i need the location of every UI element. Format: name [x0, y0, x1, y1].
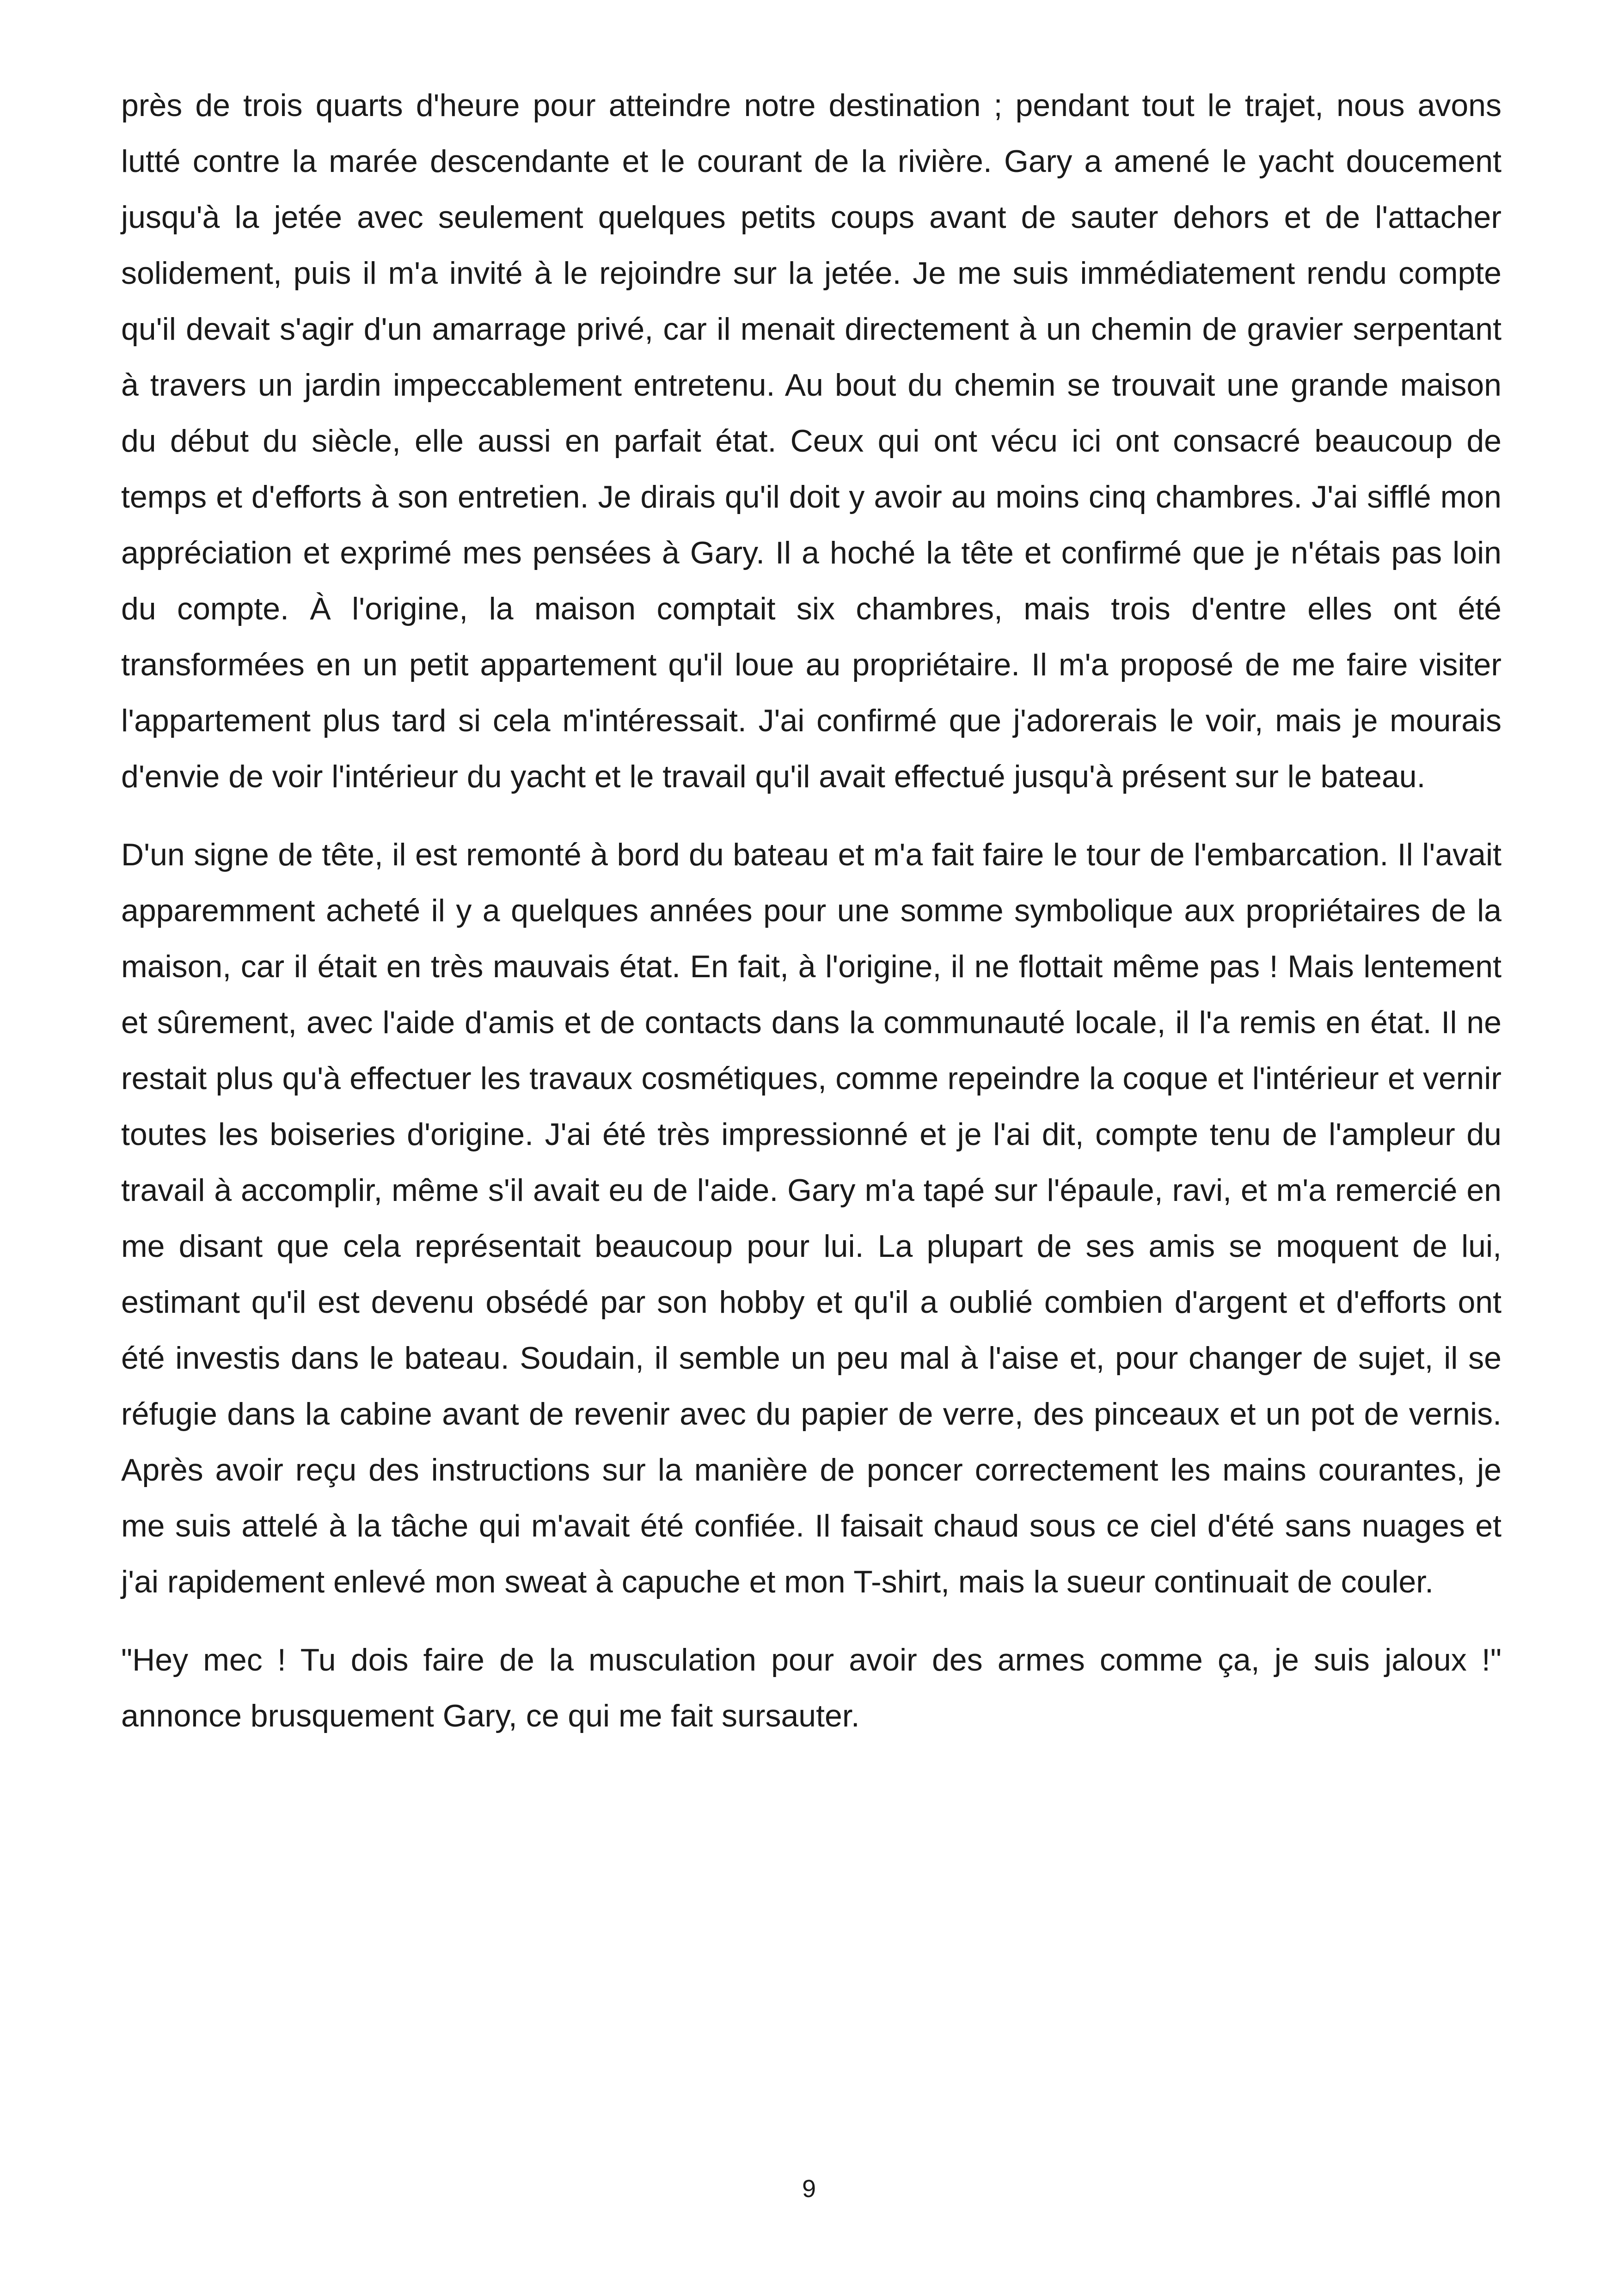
paragraph-2: D'un signe de tête, il est remonté à bord du bateau et m'a fait faire le tour de l'embarcation. Il l'avait apparemment acheté il y a quelques années pour une somme symbolique aux propriétaires de la maison, car il était en très mauvais état. En fait, à l'origine, il ne flottait même pas ! Mais lentement et sûrement, avec l'aide d'amis et de contacts dans la communauté locale, il l'a remis en état. Il ne restait plus qu'à effectuer les travaux cosmétiques, comme repeindre la coque et l'intérieur et vernir toutes les boiseries d'origine. J'ai été très impressionné et je l'ai dit, compte tenu de l'ampleur du travail à accomplir, même s'il avait eu de l'aide. Gary m'a tapé sur l'épaule, ravi, et m'a remercié en me disant que cela représentait beaucoup pour lui. La plupart de ses amis se moquent de lui, estimant qu'il est devenu obsédé par son hobby et qu'il a oublié combien d'argent et d'efforts ont été investis dans le bateau. Soudain, il semble un peu mal à l'aise et, pour changer de sujet, il se réfugie dans la cabine avant de revenir avec du papier de verre, des pinceaux et un pot de vernis. Après avoir reçu des instructions sur la manière de poncer correctement les mains courantes, je me suis attelé à la tâche qui m'avait été confiée. Il faisait chaud sous ce ciel d'été sans nuages et j'ai rapidement enlevé mon sweat à capuche et mon T-shirt, mais la sueur continuait de couler.: [121, 837, 1502, 1599]
page-number: 9: [802, 2175, 816, 2203]
paragraph-1: près de trois quarts d'heure pour atteindre notre destination ; pendant tout le trajet, nous avons lutté contre la marée descendante et le courant de la rivière. Gary a amené le yacht doucement jusqu'à la jetée avec seulement quelques petits coups avant de sauter dehors et de l'attacher solidement, puis il m'a invité à le rejoindre sur la jetée. Je me suis immédiatement rendu compte qu'il devait s'agir d'un amarrage privé, car il menait directement à un chemin de gravier serpentant à travers un jardin impeccablement entretenu. Au bout du chemin se trouvait une grande maison du début du siècle, elle aussi en parfait état. Ceux qui ont vécu ici ont consacré beaucoup de temps et d'efforts à son entretien. Je dirais qu'il doit y avoir au moins cinq chambres. J'ai sifflé mon appréciation et exprimé mes pensées à Gary. Il a hoché la tête et confirmé que je n'étais pas loin du compte. À l'origine, la maison comptait six chambres, mais trois d'entre elles ont été transformées en un petit appartement qu'il loue au propriétaire. Il m'a proposé de me faire visiter l'appartement plus tard si cela m'intéressait. J'ai confirmé que j'adorerais le voir, mais je mourais d'envie de voir l'intérieur du yacht et le travail qu'il avait effectué jusqu'à présent sur le bateau.: [121, 88, 1502, 794]
paragraph-3: "Hey mec ! Tu dois faire de la musculation pour avoir des armes comme ça, je suis jaloux !" annonce brusquement Gary, ce qui me fait sursauter.: [121, 1642, 1502, 1733]
body-text: [121, 78, 1502, 1766]
